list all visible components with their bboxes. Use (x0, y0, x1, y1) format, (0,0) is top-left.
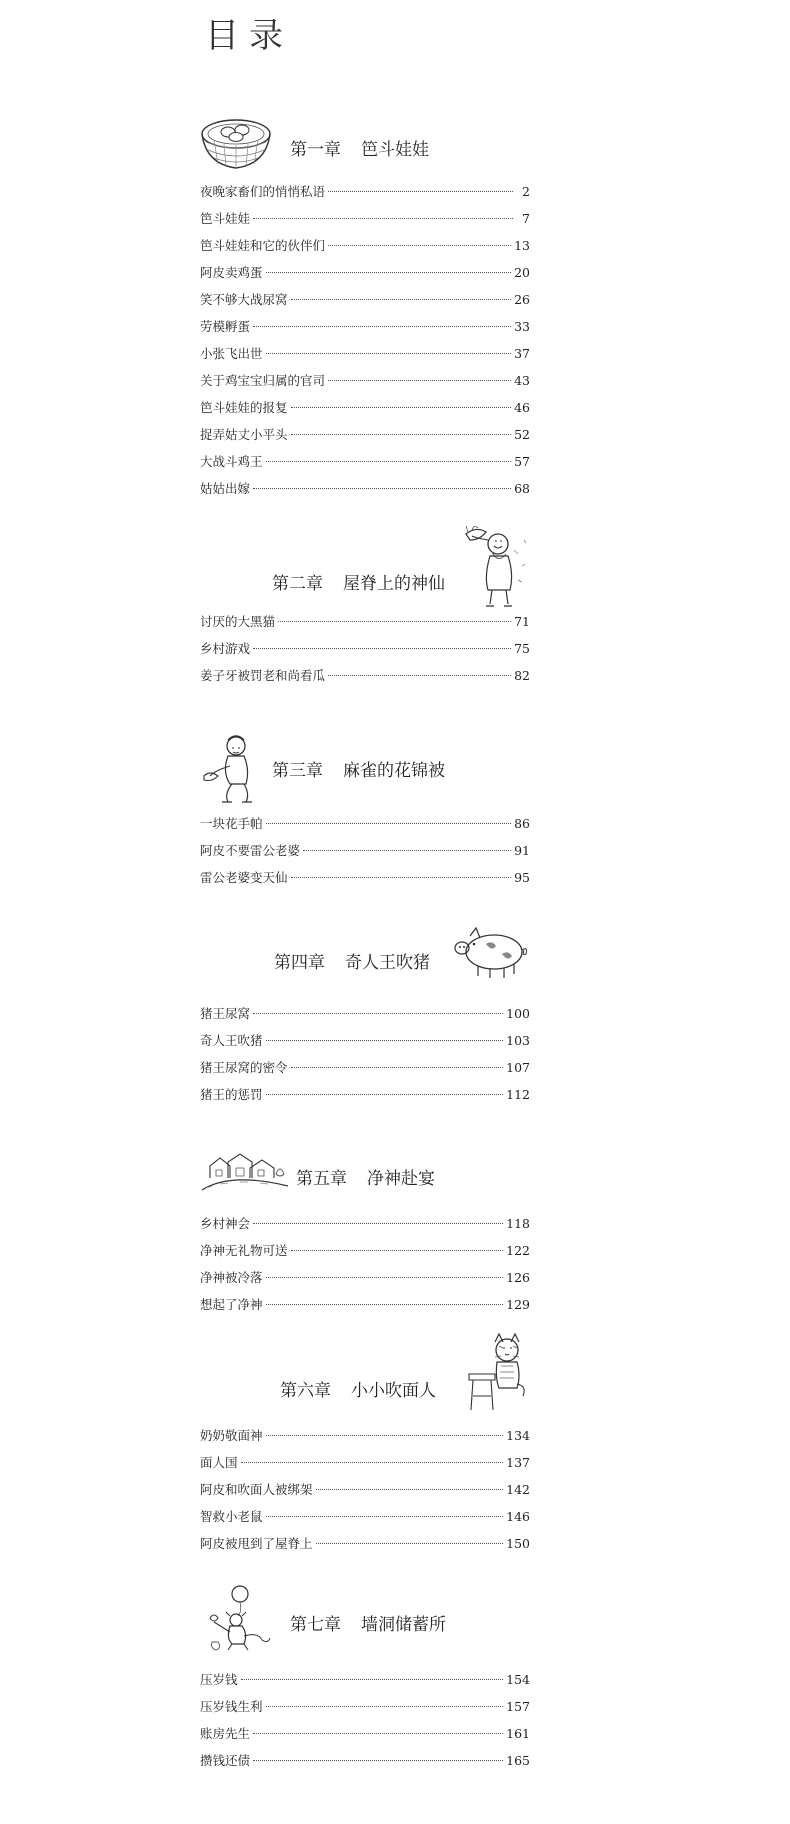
toc-entry[interactable]: 阿皮不要雷公老婆 91 (200, 843, 530, 858)
village-houses-icon (200, 1148, 290, 1194)
toc-entry[interactable]: 笆斗娃娃 7 (200, 211, 530, 226)
toc-entry[interactable]: 猪王的惩罚 112 (200, 1087, 530, 1102)
toc-entry[interactable]: 账房先生 161 (200, 1726, 530, 1741)
toc-entry[interactable]: 笆斗娃娃的报复 46 (200, 400, 530, 415)
chapter-title: 第三章 麻雀的花锦被 (272, 761, 445, 781)
toc-entry[interactable]: 猪王尿窝的密令 107 (200, 1060, 530, 1075)
pig-icon (450, 924, 530, 980)
toc-entry[interactable]: 面人国 137 (200, 1455, 530, 1470)
toc-entry[interactable]: 捉弄姑丈小平头 52 (200, 427, 530, 442)
toc-list (200, 182, 530, 506)
toc-entry[interactable]: 压岁钱生利 157 (200, 1699, 530, 1714)
toc-entry[interactable]: 阿皮卖鸡蛋 20 (200, 265, 530, 280)
chapter-4 (200, 918, 530, 1112)
chapter-5 (200, 1128, 530, 1322)
toc-entry[interactable]: 夜晚家畜们的悄悄私语 2 (200, 184, 530, 199)
toc-entry[interactable]: 讨厌的大黑猫 71 (200, 614, 530, 629)
toc-entry[interactable]: 净神无礼物可送 122 (200, 1243, 530, 1258)
boy-with-bird-icon (202, 732, 264, 806)
chapter-title: 第七章 墙洞储蓄所 (290, 1615, 446, 1635)
toc-entry[interactable]: 攒钱还债 165 (200, 1753, 530, 1768)
toc-entry[interactable]: 净神被冷落 126 (200, 1270, 530, 1285)
toc-entry[interactable]: 姑姑出嫁 68 (200, 481, 530, 496)
toc-list (200, 1214, 530, 1322)
toc-entry[interactable]: 姜子牙被罚老和尚看瓜 82 (200, 668, 530, 683)
toc-entry[interactable]: 笑不够大战尿窝 26 (200, 292, 530, 307)
old-man-with-bowl-icon (462, 520, 534, 610)
toc-list (200, 612, 530, 693)
chapter-3 (200, 728, 530, 895)
chapter-title: 第五章 净神赴宴 (296, 1169, 435, 1189)
toc-list (200, 1670, 530, 1778)
page-title: 目录 (205, 16, 293, 56)
toc-entry[interactable]: 雷公老婆变天仙 95 (200, 870, 530, 885)
toc-entry[interactable]: 压岁钱 154 (200, 1672, 530, 1687)
toc-list (200, 1426, 530, 1561)
toc-entry[interactable]: 一块花手帕 86 (200, 816, 530, 831)
toc-entry[interactable]: 劳模孵蛋 33 (200, 319, 530, 334)
chapter-title: 第一章 笆斗娃娃 (290, 140, 429, 160)
toc-entry[interactable]: 猪王尿窝 100 (200, 1006, 530, 1021)
chapter-7 (200, 1582, 530, 1778)
toc-entry[interactable]: 智救小老鼠 146 (200, 1509, 530, 1524)
chapter-1 (200, 100, 530, 506)
mouse-with-balloon-icon (202, 1582, 276, 1652)
toc-entry[interactable]: 奇人王吹猪 103 (200, 1033, 530, 1048)
toc-entry[interactable]: 阿皮和吹面人被绑架 142 (200, 1482, 530, 1497)
chapter-2 (200, 520, 530, 693)
basket-of-eggs-icon (200, 114, 272, 170)
toc-entry[interactable]: 小张飞出世 37 (200, 346, 530, 361)
chapter-title: 第二章 屋脊上的神仙 (272, 574, 445, 594)
toc-entry[interactable]: 大战斗鸡王 57 (200, 454, 530, 469)
toc-entry[interactable]: 想起了净神 129 (200, 1297, 530, 1312)
chapter-title: 第四章 奇人王吹猪 (274, 953, 430, 973)
cat-on-stool-icon (465, 1334, 527, 1414)
toc-entry[interactable]: 奶奶敬面神 134 (200, 1428, 530, 1443)
toc-list (200, 814, 530, 895)
toc-list (200, 1004, 530, 1112)
toc-entry[interactable]: 笆斗娃娃和它的伙伴们 13 (200, 238, 530, 253)
toc-entry[interactable]: 阿皮被甩到了屋脊上 150 (200, 1536, 530, 1551)
toc-entry[interactable]: 关于鸡宝宝归属的官司 43 (200, 373, 530, 388)
toc-entry[interactable]: 乡村游戏 75 (200, 641, 530, 656)
chapter-title: 第六章 小小吹面人 (280, 1381, 436, 1401)
toc-entry[interactable]: 乡村神会 118 (200, 1216, 530, 1231)
chapter-6 (200, 1334, 530, 1561)
